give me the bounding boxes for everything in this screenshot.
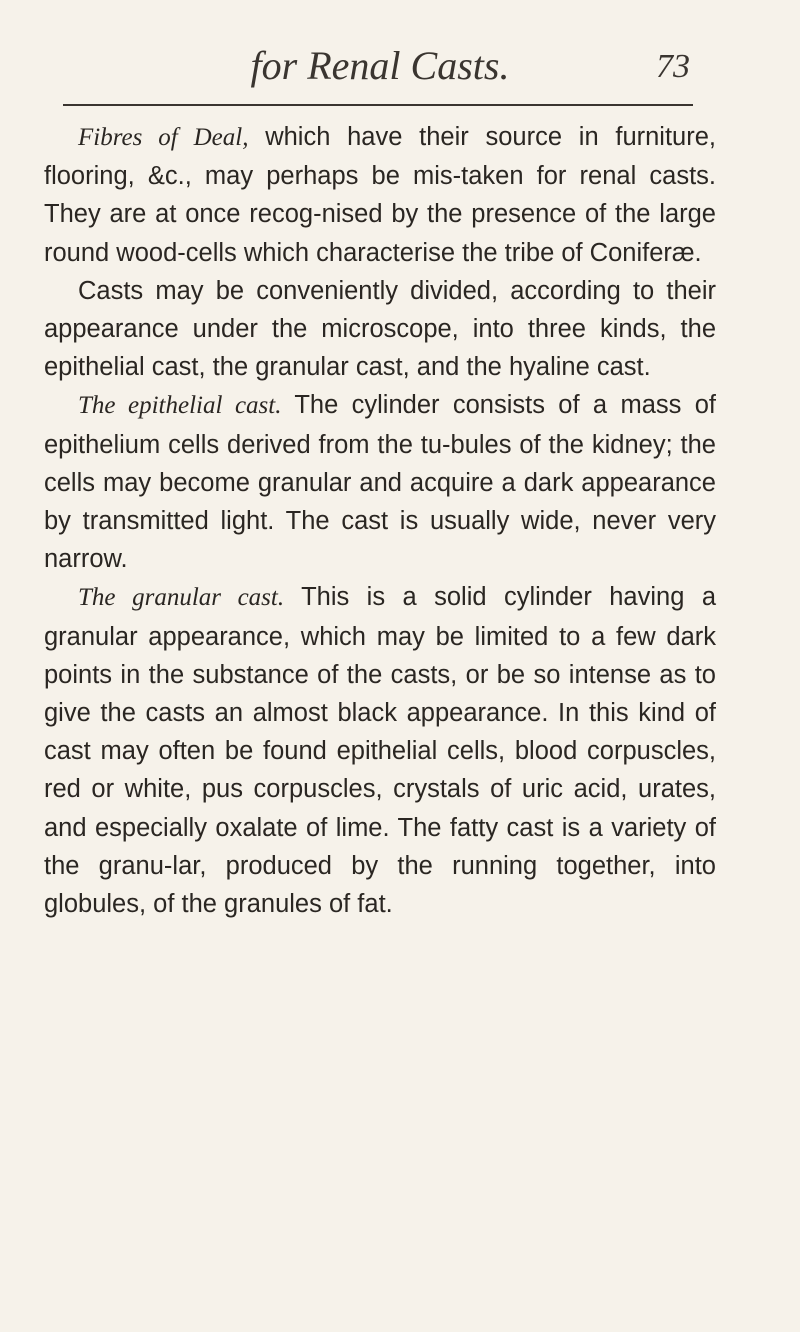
paragraph-lead: The granular cast. (78, 584, 285, 612)
body-text (44, 118, 716, 923)
paragraph-lead: The epithelial cast. (78, 392, 282, 420)
paragraph-fibres-of-deal (44, 118, 716, 272)
running-title: for Renal Casts. (250, 43, 510, 88)
page-number: 73 (656, 48, 690, 85)
paragraph-casts-divided (44, 272, 716, 387)
paragraph-lead: Fibres of Deal, (78, 124, 249, 151)
paragraph-granular-cast (44, 578, 716, 923)
paragraph-text: This is a solid cylinder having a granular appearance, which may be limited to a few dark points in the substance of the casts, or be so intense as to give the casts an almost black appearance. In this kind of cast may often be found epithelial cells, blood corpuscles, red or white, pus corpuscles, crystals of uric acid, urates, and especially oxalate of lime. The fatty cast is a variety of the granu-lar, produced by the running together, into globules, of the granules of fat. (44, 583, 716, 919)
paragraph-text: Casts may be conveniently divided, according to their appearance under the microscope, into three kinds, the epithelial cast, the granular cast, and the hyaline cast. (44, 276, 716, 382)
paragraph-text: which have their source in furniture, flooring, &c., may perhaps be mis-taken for renal casts. They are at once recog-nised by the presence of the large round wood-cells which characterise the tribe of Coniferæ. (44, 123, 716, 267)
paragraph-epithelial-cast (44, 386, 716, 578)
running-head (60, 34, 700, 94)
paragraph-text: The cylinder consists of a mass of epithelium cells derived from the tu-bules of the kidney; the cells may become granular and acquire a dark appearance by transmitted light. The cast is usually wide, never very narrow. (44, 391, 716, 574)
header-rule (63, 104, 693, 106)
